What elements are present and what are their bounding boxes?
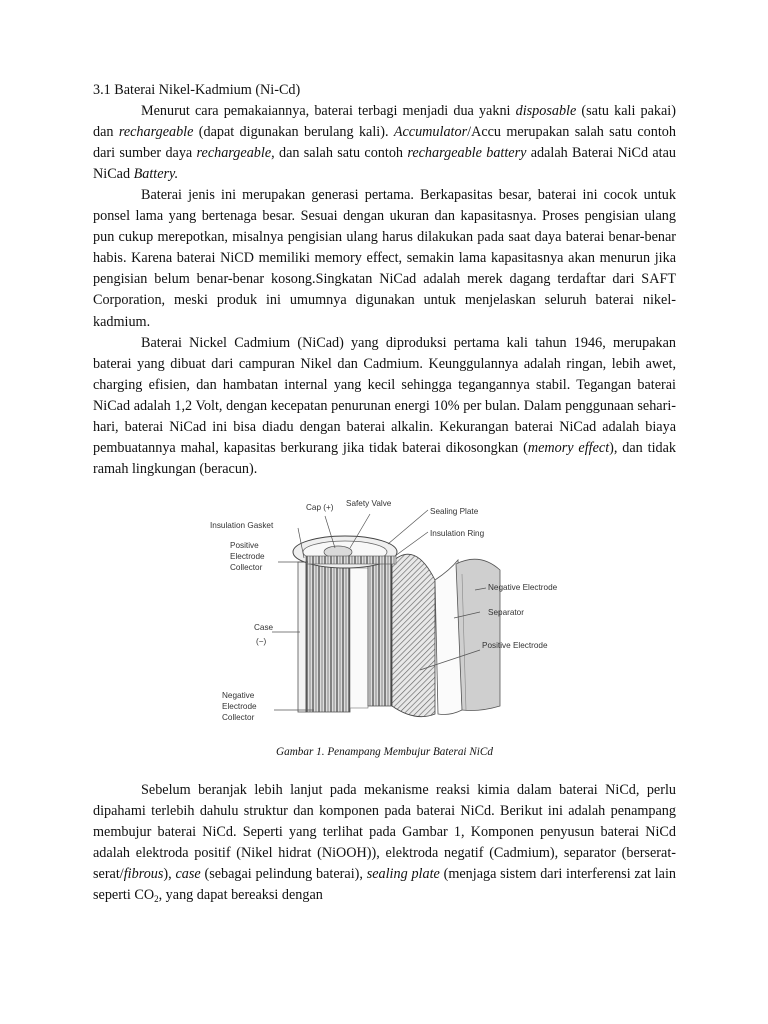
label-negative-collector-2: Electrode bbox=[222, 701, 257, 711]
label-insulation-gasket: Insulation Gasket bbox=[210, 520, 274, 530]
label-safety-valve: Safety Valve bbox=[346, 499, 392, 508]
label-positive-collector-1: Positive bbox=[230, 540, 259, 550]
figure-caption: Gambar 1. Penampang Membujur Baterai NiCd bbox=[276, 745, 493, 758]
label-negative-collector-3: Collector bbox=[222, 712, 255, 722]
figure-1 bbox=[93, 480, 676, 780]
label-case-sign: (−) bbox=[256, 636, 267, 646]
paragraph-2: Baterai jenis ini merupakan generasi pertama. Berkapasitas besar, baterai ini cocok untuk ponsel lama yang bertenaga besar. Sesuai dengan ukuran dan kapasitasnya. Proses pengisian ulang pun cukup merepotkan, misalnya pengisian ulang harus dilakukan pada saat daya baterai benar-benar habis. Karena baterai NiCD memiliki memory effect, semakin lama kapasitasnya akan menurun jika pengisian belum benar-benar kosong.Singkatan NiCad adalah merek dagang terdaftar dari SAFT Corporation, meski produk ini umumnya digunakan untuk menjelaskan seluruh baterai nikel-kadmium. bbox=[93, 187, 676, 330]
label-negative-electrode: Negative Electrode bbox=[488, 582, 558, 592]
label-separator: Separator bbox=[488, 607, 524, 617]
label-positive-collector-3: Collector bbox=[230, 562, 263, 572]
nicd-battery-cross-section-diagram bbox=[210, 500, 570, 732]
label-positive-electrode: Positive Electrode bbox=[482, 640, 548, 650]
label-insulation-ring: Insulation Ring bbox=[430, 528, 485, 538]
section-heading: 3.1 Baterai Nikel-Kadmium (Ni-Cd) bbox=[93, 82, 301, 98]
label-cap: Cap (+) bbox=[306, 502, 334, 512]
label-positive-collector-2: Electrode bbox=[230, 551, 265, 561]
label-case: Case bbox=[254, 622, 274, 632]
paragraph-1: Menurut cara pemakaiannya, baterai terbagi menjadi dua yakni disposable (satu kali pakai) dan rechargeable (dapat digunakan berulang kali). Accumulator/Accu merupakan salah satu contoh dari sumber daya rechargeable, dan salah satu contoh rechargeable battery adalah Baterai NiCd atau NiCad Battery. bbox=[93, 103, 677, 183]
label-sealing-plate: Sealing Plate bbox=[430, 506, 479, 516]
paragraph-4: Sebelum beranjak lebih lanjut pada mekanisme reaksi kimia dalam baterai NiCd, perlu dipahami terlebih dahulu struktur dan komponen pada baterai NiCd. Berikut ini adalah penampang membujur baterai NiCd. Seperti yang terlihat pada Gambar 1, Komponen penyusun baterai NiCd adalah elektroda positif (Nikel hidrat (NiOOH)), elektroda negatif (Cadmium), separator (berserat-serat/fibrous), case (sebagai pelindung baterai), sealing plate (menjaga sistem dari interferensi zat lain seperti $CO_2$, yang dapat bereaksi dengan bbox=[93, 781, 676, 905]
label-negative-collector-1: Negative bbox=[222, 690, 255, 700]
document-page bbox=[93, 80, 676, 906]
paragraph-3: Baterai Nickel Cadmium (NiCad) yang diproduksi pertama kali tahun 1946, merupakan baterai yang dibuat dari campuran Nikel dan Cadmium. Keunggulannya adalah ringan, lebih awet, charging efisien, dan hambatan internal yang kecil sehingga tegangannya stabil. Tegangan baterai NiCad adalah 1,2 Volt, dengan kecepatan penurunan energi 10% per bulan. Dalam penggunaan sehari-hari, baterai NiCad ini bisa diadu dengan baterai alkalin. Kekurangan baterai NiCad adalah biaya pembuatannya mahal, kapasitas berkurang jika tidak baterai dikosongkan (memory effect), dan tidak ramah lingkungan (beracun). bbox=[93, 334, 677, 477]
